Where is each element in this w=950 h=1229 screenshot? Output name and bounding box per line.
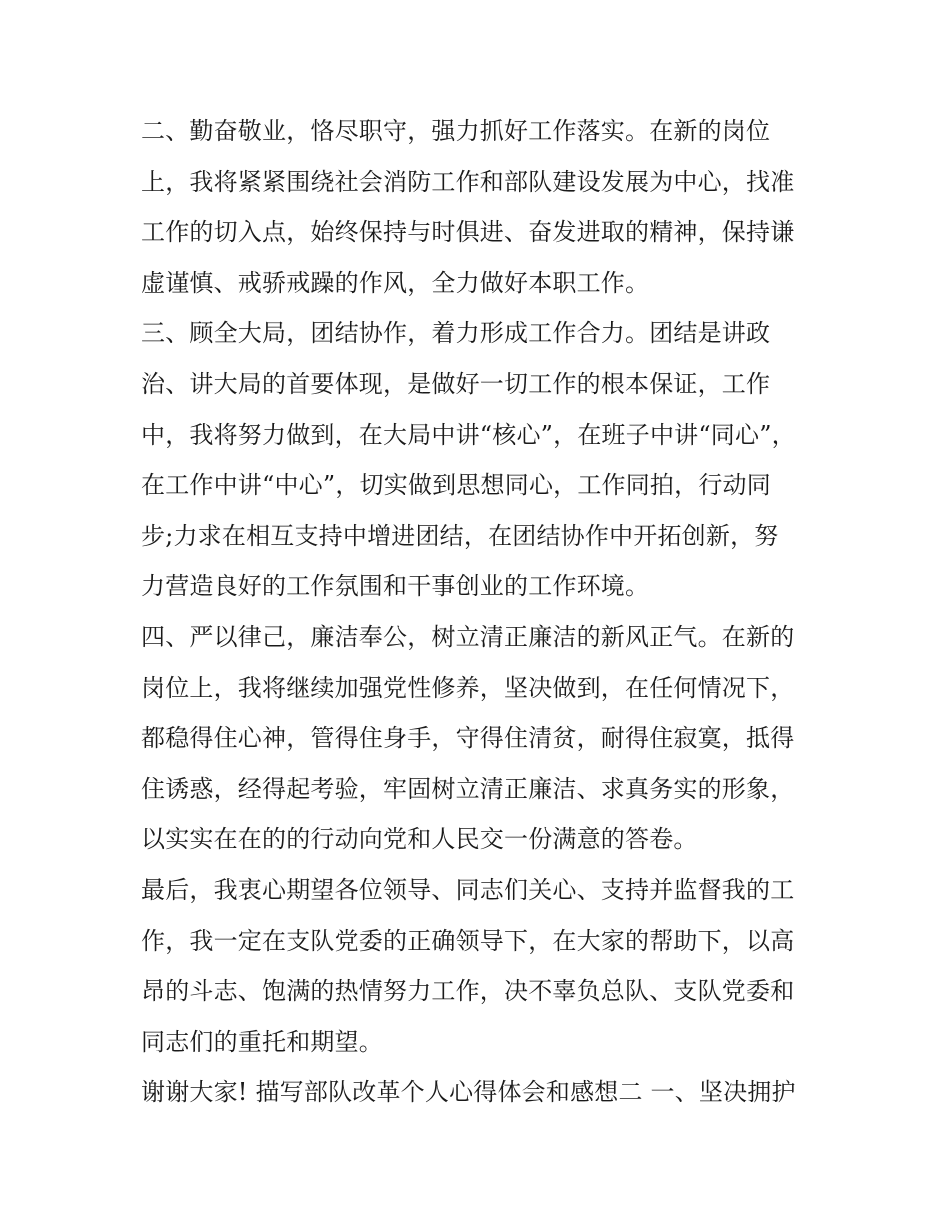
text-line: 四、严以律己，廉洁奉公，树立清正廉洁的新风正气。在新的 (141, 622, 795, 651)
text-line: 工作的切入点，始终保持与时俱进、奋发进取的精神，保持谦 (141, 218, 795, 247)
text-line: 中，我将努力做到，在大局中讲“核心”，在班子中讲“同心”， (141, 420, 796, 449)
text-line: 同志们的重托和期望。 (141, 1027, 383, 1056)
text-line: 步;力求在相互支持中增进团结，在团结协作中开拓创新，努 (141, 521, 779, 550)
text-line: 在工作中讲“中心”，切实做到思想同心，工作同拍，行动同 (141, 471, 771, 500)
text-line: 作，我一定在支队党委的正确领导下，在大家的帮助下，以高 (141, 926, 795, 955)
text-line: 昂的斗志、饱满的热情努力工作，决不辜负总队、支队党委和 (141, 977, 795, 1006)
text-line: 力营造良好的工作氛围和干事创业的工作环境。 (141, 572, 650, 601)
text-line: 二、勤奋敬业，恪尽职守，强力抓好工作落实。在新的岗位 (141, 117, 771, 145)
text-line: 以实实在在的的行动向党和人民交一份满意的答卷。 (141, 825, 698, 854)
text-line: 上，我将紧紧围绕社会消防工作和部队建设发展为中心，找准 (141, 167, 795, 196)
document-body (141, 106, 821, 1118)
text-line: 治、讲大局的首要体现，是做好一切工作的根本保证，工作 (141, 369, 771, 398)
text-line: 虚谨慎、戒骄戒躁的作风，全力做好本职工作。 (141, 268, 650, 297)
text-line: 最后，我衷心期望各位领导、同志们关心、支持并监督我的工 (141, 875, 795, 904)
text-line: 住诱惑，经得起考验，牢固树立清正廉洁、求真务实的形象， (141, 774, 795, 803)
text-line: 谢谢大家! 描写部队改革个人心得体会和感想二 一、坚决拥护 (141, 1078, 796, 1107)
text-line: 都稳得住心神，管得住身手，守得住清贫，耐得住寂寞，抵得 (141, 724, 795, 753)
text-line: 岗位上，我将继续加强党性修养，坚决做到，在任何情况下， (141, 673, 795, 702)
text-line: 三、顾全大局，团结协作，着力形成工作合力。团结是讲政 (141, 319, 771, 348)
